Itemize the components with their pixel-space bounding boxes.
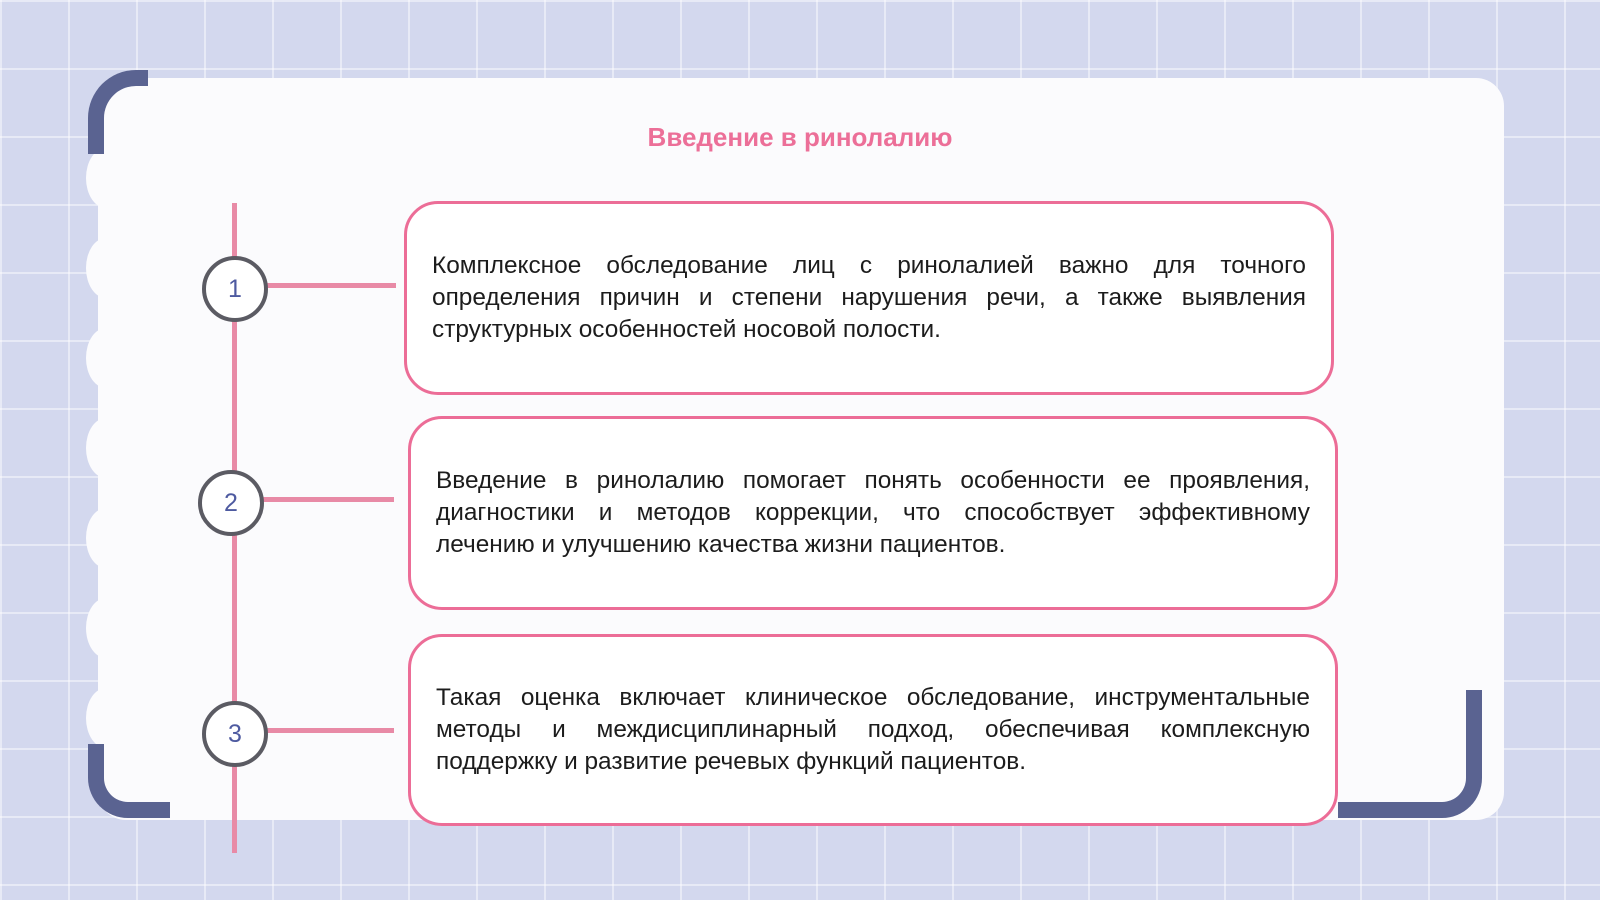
paper-scallop	[86, 238, 126, 298]
paper-scallop	[86, 508, 126, 568]
timeline-node-2: 2	[198, 470, 264, 536]
info-card-text: Такая оценка включает клиническое обследование, инструментальные методы и междисциплинарный подход, обеспечивая комплексную поддержку и развитие речевых функций пациентов.	[436, 684, 1310, 775]
corner-bracket-bottom-left	[88, 744, 170, 818]
info-card-2	[408, 416, 1338, 610]
timeline-node-1: 1	[202, 256, 268, 322]
paper-scallop	[86, 688, 126, 748]
timeline-connector	[262, 497, 394, 502]
info-card-3	[408, 634, 1338, 826]
paper-scallop	[86, 598, 126, 658]
corner-bracket-bottom-right	[1338, 690, 1482, 818]
info-card-text: Комплексное обследование лиц с ринолалией важно для точного определения причин и степени нарушения речи, а также выявления структурных особенностей носовой полости.	[432, 252, 1306, 343]
info-card-1	[404, 201, 1334, 395]
paper-scallop	[86, 148, 126, 208]
timeline-node-3: 3	[202, 701, 268, 767]
slide-title: Введение в ринолалию	[647, 122, 953, 152]
paper-scallop	[86, 328, 126, 388]
info-card-text: Введение в ринолалию помогает понять особенности ее проявления, диагностики и методов коррекции, что способствует эффективному лечению и улучшению качества жизни пациентов.	[436, 467, 1310, 558]
paper-scallop	[86, 418, 126, 478]
timeline-connector	[266, 728, 394, 733]
timeline-connector	[266, 283, 396, 288]
